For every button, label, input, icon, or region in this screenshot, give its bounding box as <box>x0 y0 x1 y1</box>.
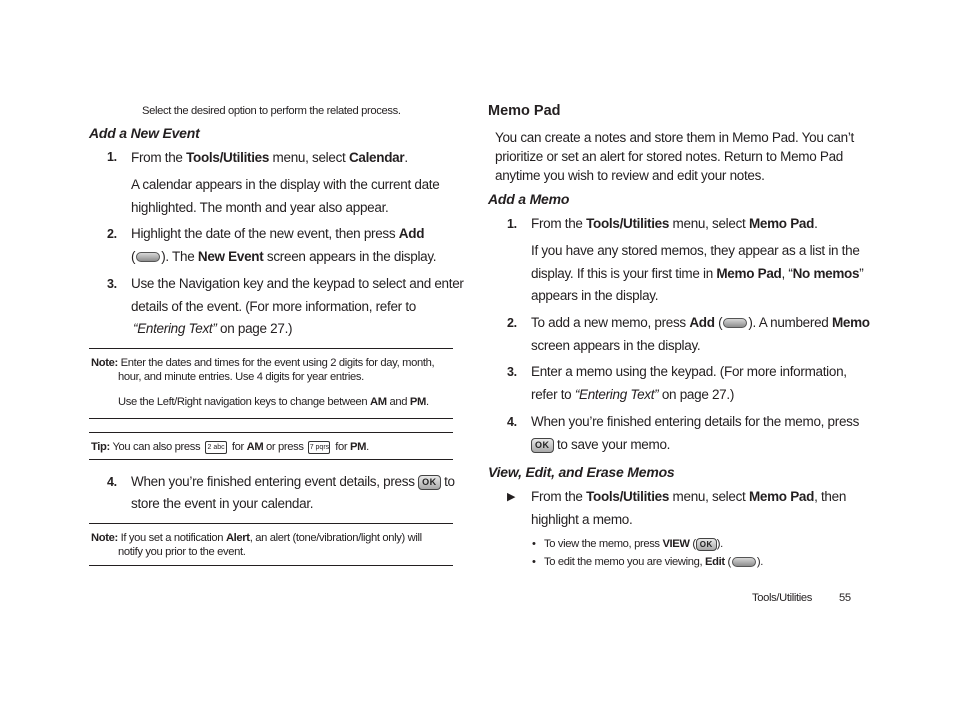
key-7-icon: 7 pqrs <box>308 441 330 454</box>
divider <box>89 348 453 349</box>
ok-key-icon: OK <box>531 438 554 453</box>
soft-key-icon <box>723 318 747 328</box>
soft-key-icon <box>136 252 160 262</box>
step2-line2: ( ). The New Event screen appears in the display. <box>131 249 437 264</box>
step1-para-line1: A calendar appears in the display with the current date <box>131 177 440 192</box>
memo-step1-para-line3: appears in the display. <box>531 288 659 303</box>
memo-intro-line3: anytime you wish to review and edit your notes. <box>495 168 765 183</box>
step-number: 3. <box>507 365 517 379</box>
soft-key-icon <box>732 557 756 567</box>
cross-reference-link[interactable]: “Entering Text” <box>574 387 659 402</box>
memo-step2-line1: To add a new memo, press Add ( ). A numbered Memo <box>531 315 870 330</box>
step-number: 4. <box>107 475 117 489</box>
step-number: 2. <box>507 316 517 330</box>
cross-reference-link[interactable]: “Entering Text” <box>133 321 217 336</box>
add-new-event-heading: Add a New Event <box>89 125 200 141</box>
arrow-bullet-icon: ▶ <box>507 491 516 503</box>
memo-intro-line2: prioritize or set an alert for stored notes. Return to Memo Pad <box>495 149 844 164</box>
step-number: 4. <box>507 415 517 429</box>
step1-text: From the Tools/Utilities menu, select Calendar. <box>131 150 408 165</box>
step1-para-line2: highlighted. The month and year also appear. <box>131 200 389 215</box>
tip-block: Tip: You can also press 2 abc for AM or press 7 pqrs for PM. <box>91 441 369 453</box>
step3-line1: Use the Navigation key and the keypad to select and enter <box>131 276 464 291</box>
memo-intro-line1: You can create a notes and store them in Memo Pad. You can’t <box>495 130 854 145</box>
key-2-icon: 2 abc <box>205 441 227 454</box>
page-number: 55 <box>839 592 851 604</box>
memo-step4-line2: OK to save your memo. <box>531 435 670 454</box>
divider <box>89 432 453 433</box>
footer-section-title: Tools/Utilities <box>752 592 813 604</box>
sub-bullet-view: • To view the memo, press VIEW ( OK ). <box>532 538 723 550</box>
memo-pad-heading: Memo Pad <box>488 103 561 119</box>
step-number: 1. <box>507 217 517 231</box>
memo-step1-text: From the Tools/Utilities menu, select Memo Pad. <box>531 216 818 231</box>
memo-step3-line1: Enter a memo using the keypad. (For more information, <box>531 364 847 379</box>
view-edit-erase-heading: View, Edit, and Erase Memos <box>488 464 675 480</box>
arrow-item-line2: highlight a memo. <box>531 512 633 527</box>
memo-step1-para-line2: display. If this is your first time in Memo Pad, “No memos” <box>531 266 864 281</box>
divider <box>89 523 453 524</box>
sub-bullet-edit: • To edit the memo you are viewing, Edit ( ). <box>532 556 763 568</box>
memo-step1-para-line1: If you have any stored memos, they appear as a list in the <box>531 243 860 258</box>
add-memo-heading: Add a Memo <box>488 191 570 207</box>
note1-block: Note: Enter the dates and times for the event using 2 digits for day, month, hour, and minute entries. Use 4 digits for year entries. Use the Left/Right navigation keys to change between AM and PM. <box>91 357 435 408</box>
step4-line1: When you’re finished entering event details, press OK to <box>131 474 455 489</box>
divider <box>89 418 453 419</box>
step3-line2: details of the event. (For more information, refer to <box>131 299 416 314</box>
divider <box>89 565 453 566</box>
step-number: 1. <box>107 150 117 164</box>
divider <box>89 459 453 460</box>
ok-key-icon: OK <box>696 538 717 551</box>
step-number: 3. <box>107 277 117 291</box>
step4-line2: store the event in your calendar. <box>131 496 314 511</box>
ok-key-icon: OK <box>418 475 441 490</box>
step3-line3: “Entering Text” on page 27.) <box>133 321 293 336</box>
intro-text: Select the desired option to perform the related process. <box>142 105 401 117</box>
arrow-item-line1: From the Tools/Utilities menu, select Memo Pad, then <box>531 489 847 504</box>
note2-block: Note: If you set a notification Alert, an alert (tone/vibration/light only) will notify you prior to the event. <box>91 532 422 558</box>
step2-line1: Highlight the date of the new event, then press Add <box>131 226 425 241</box>
memo-step3-line2: refer to “Entering Text” on page 27.) <box>531 387 735 402</box>
step-number: 2. <box>107 227 117 241</box>
memo-step4-line1: When you’re finished entering details for the memo, press <box>531 414 860 429</box>
memo-step2-line2: screen appears in the display. <box>531 338 701 353</box>
